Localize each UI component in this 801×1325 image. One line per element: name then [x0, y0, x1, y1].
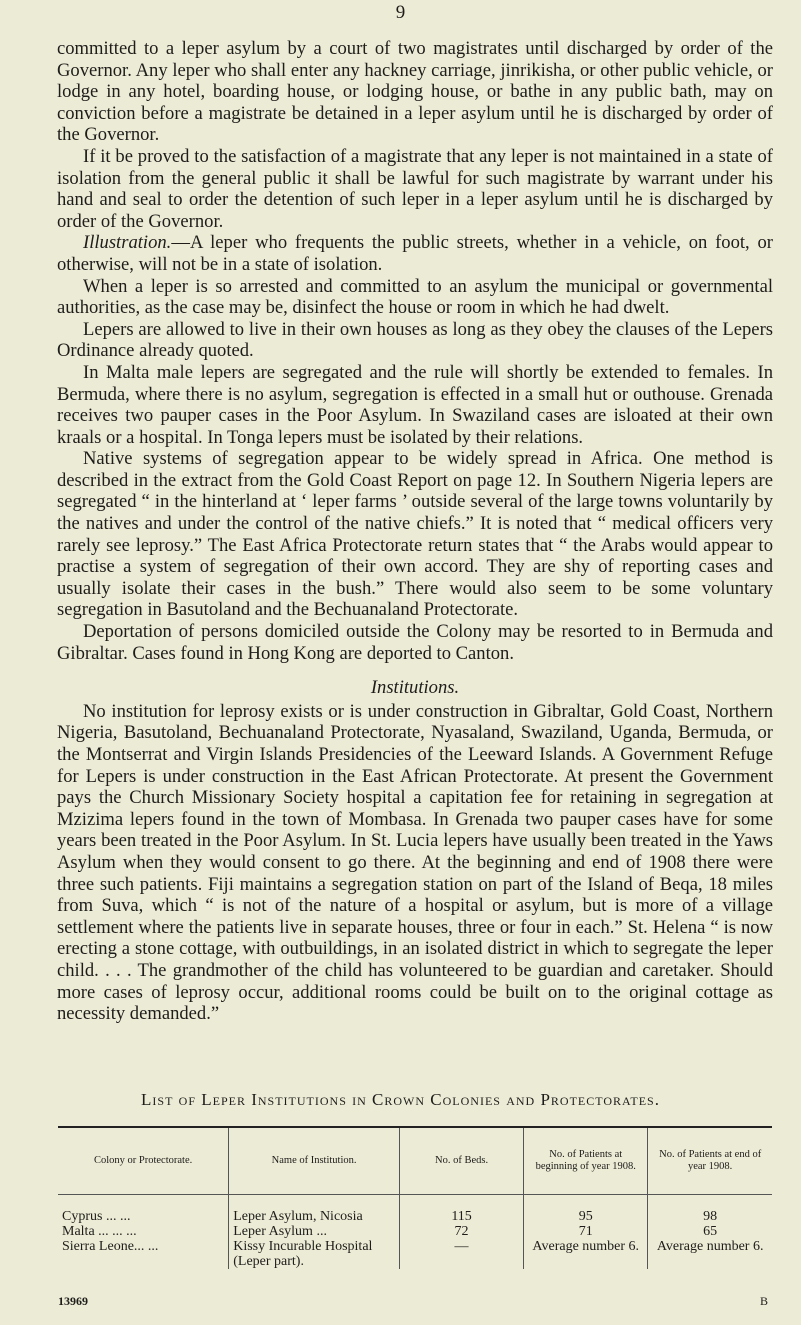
- cell-patients-end: 98: [648, 1195, 772, 1225]
- section-heading: Institutions.: [370, 677, 460, 699]
- column-header: No. of Patients at beginning of year 1908.: [524, 1127, 648, 1195]
- cell-beds: —: [399, 1239, 523, 1269]
- paragraph: In Malta male lepers are segregated and the rule will shortly be extended to females. In Bermuda, where there is no asylum, segregation is effected in a small hut or outhouse. Grenada receives two pauper cases in the Poor Asylum. In Swaziland cases are isloated at their own kraals or a hospital. In Tonga lepers must be isolated by their relations.: [57, 361, 773, 448]
- table-header-row: [58, 1127, 772, 1195]
- column-header: No. of Beds.: [399, 1127, 523, 1195]
- cell-beds: 72: [399, 1224, 523, 1239]
- table-row: [58, 1239, 772, 1269]
- column-header: No. of Patients at end of year 1908.: [648, 1127, 772, 1195]
- column-header: Colony or Protectorate.: [58, 1127, 229, 1195]
- cell-patients-end: Average number 6.: [648, 1239, 772, 1269]
- cell-patients-begin: 71: [524, 1224, 648, 1239]
- institutions-table: [58, 1126, 772, 1269]
- cell-patients-end: 65: [648, 1224, 772, 1239]
- paragraph: Native systems of segregation appear to be widely spread in Africa. One method is described in the extract from the Gold Coast Report on page 12. In Southern Nigeria lepers are segregated “ in the hinterland at ‘ leper farms ’ outside several of the large towns voluntarily by the natives and under the control of the native chiefs.” It is noted that “ medical officers very rarely see leprosy.” The East Africa Protectorate return states that “ the Arabs would appear to practise a system of segregation of their own accord. They are shy of reporting cases and usually isolate their cases in the bush.” There would also seem to be some voluntary segregation in Basutoland and the Bechuanaland Protectorate.: [57, 448, 773, 621]
- table-row: [58, 1195, 772, 1225]
- print-signature: 13969: [58, 1294, 88, 1308]
- cell-patients-begin: 95: [524, 1195, 648, 1225]
- paragraph: When a leper is so arrested and committed to an asylum the municipal or governmental authorities, as the case may be, disinfect the house or room in which he had dwelt.: [57, 275, 773, 319]
- column-header: Name of Institution.: [229, 1127, 400, 1195]
- paragraph: Lepers are allowed to live in their own houses as long as they obey the clauses of the Lepers Ordinance already quoted.: [57, 318, 773, 362]
- cell-colony: Sierra Leone... ...: [62, 1239, 159, 1254]
- paragraph: No institution for leprosy exists or is under construction in Gibraltar, Gold Coast, Northern Nigeria, Basutoland, Bechuanaland Protectorate, Nyasaland, Swaziland, Uganda, Bermuda, or the Montserrat and Virgin Islands Presidencies of the Leeward Islands. A Government Refuge for Lepers is under construction in the East African Protectorate. At present the Government pays the Church Missionary Society hospital a capitation fee for retaining in segregation at Mzizima lepers found in the town of Mombasa. In Grenada two pauper cases have for some years been treated in the Poor Asylum. In St. Lucia lepers have usually been treated in the Yaws Asylum when they would consent to go there. At the beginning and end of 1908 there were three such patients. Fiji maintains a segregation station on part of the Island of Beqa, 18 miles from Suva, which “ is not of the nature of a hospital or asylum, but is more of a village settlement where the patients live in separate houses, three or four in each.” St. Helena “ is now erecting a stone cottage, with outbuildings, in an isolated district in which to segregate the leper child. . . . The grandmother of the child has volunteered to be guardian and caretaker. Should more cases of leprosy occur, additional rooms could be built on to the original cottage as necessity demanded.”: [57, 700, 773, 1025]
- body-text: [57, 38, 773, 1025]
- cell-colony: Cyprus ... ...: [62, 1209, 131, 1224]
- cell-institution: Kissy Incurable Hospital (Leper part).: [229, 1239, 400, 1269]
- cell-colony: Malta ... ... ...: [62, 1224, 137, 1239]
- signature-mark: B: [760, 1294, 769, 1308]
- page-number: 9: [395, 2, 406, 23]
- paragraph: committed to a leper asylum by a court of two magistrates until discharged by order of the Governor. Any leper who shall enter any hackney carriage, jinrikisha, or other public vehicle, or lodge in any hotel, boarding house, or lodging house, or bathe in any public bath, may on conviction before a magistrate be detained in a leper asylum until he is discharged by order of the Governor.: [57, 38, 773, 146]
- cell-institution: Leper Asylum, Nicosia: [229, 1195, 400, 1225]
- illustration-label: Illustration.: [83, 232, 172, 254]
- paragraph: Deportation of persons domiciled outside the Colony may be resorted to in Bermuda and Gibraltar. Cases found in Hong Kong are deported to Canton.: [57, 621, 773, 664]
- cell-institution: Leper Asylum ...: [229, 1224, 400, 1239]
- illustration-text: —A leper who frequents the public streets, whether in a vehicle, on foot, or otherwise, will not be in a state of isolation.: [57, 232, 773, 275]
- table-title: List of Leper Institutions in Crown Colonies and Protectorates.: [141, 1090, 660, 1109]
- cell-beds: 115: [399, 1195, 523, 1225]
- table-row: [58, 1224, 772, 1239]
- paragraph: If it be proved to the satisfaction of a magistrate that any leper is not maintained in a state of isolation from the general public it shall be lawful for such magistrate by warrant under his hand and seal to order the detention of such leper in a leper asylum until he is discharged by order of the Governor.: [57, 145, 773, 232]
- paragraph-illustration: [57, 232, 773, 275]
- cell-patients-begin: Average number 6.: [524, 1239, 648, 1269]
